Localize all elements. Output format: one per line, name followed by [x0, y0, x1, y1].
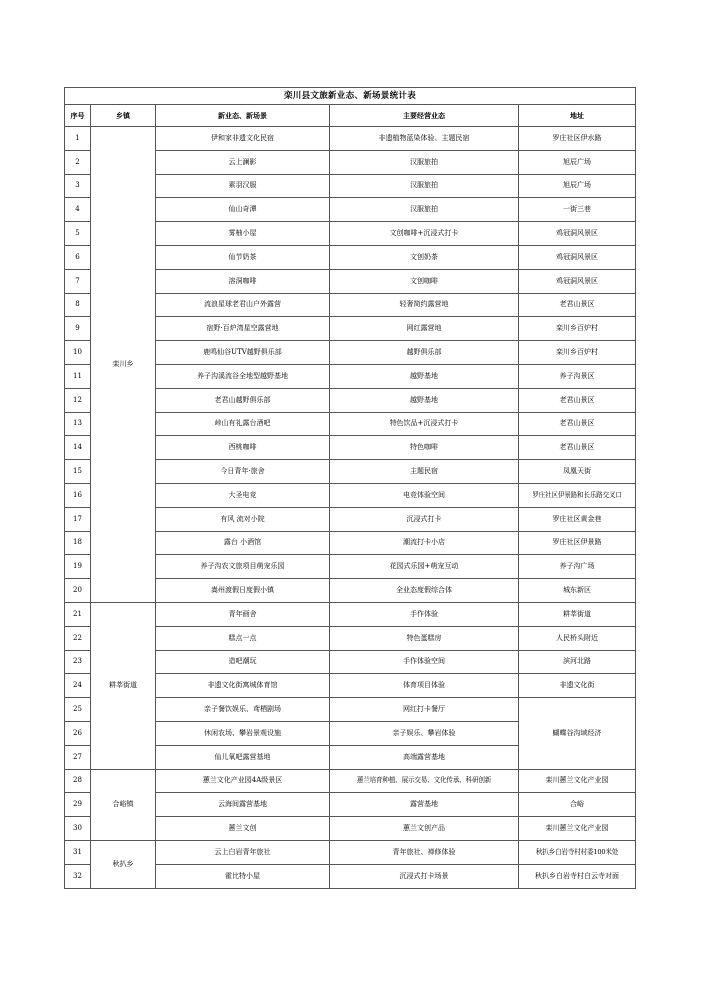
table-row [65, 602, 636, 626]
venue-cell: 蕙兰文化产业园4A级景区 [156, 769, 330, 793]
venue-cell: 宿野·百炉湾星空露营地 [156, 317, 330, 341]
venue-cell: 休闲农场、攀岩景观设施 [156, 721, 330, 745]
row-index: 9 [65, 317, 91, 341]
business-cell: 文创咖啡 [330, 269, 519, 293]
venue-cell: 霍比特小屋 [156, 864, 330, 888]
business-cell: 体育项目体验 [330, 674, 519, 698]
row-index: 8 [65, 293, 91, 317]
row-index: 32 [65, 864, 91, 888]
row-index: 20 [65, 579, 91, 603]
row-index: 11 [65, 364, 91, 388]
address-cell: 老君山景区 [519, 412, 636, 436]
business-cell: 网红露营地 [330, 317, 519, 341]
address-cell: 罗庄社区黄金巷 [519, 507, 636, 531]
header-venue: 新业态、新场景 [156, 105, 330, 127]
statistics-table-sheet [64, 87, 635, 889]
business-cell: 高端露营基地 [330, 745, 519, 769]
address-cell: 旭辰广场 [519, 150, 636, 174]
business-cell: 汉服旅拍 [330, 150, 519, 174]
business-cell: 特色饮品+沉浸式打卡 [330, 412, 519, 436]
row-index: 14 [65, 436, 91, 460]
business-cell: 手作体验空间 [330, 650, 519, 674]
address-cell: 栾川蕙兰文化产业园 [519, 769, 636, 793]
venue-cell: 有风 流对小院 [156, 507, 330, 531]
row-index: 15 [65, 460, 91, 484]
venue-cell: 仙节奶茶 [156, 245, 330, 269]
business-cell: 越野基地 [330, 364, 519, 388]
table-body [65, 127, 636, 889]
address-cell: 罗庄社区伊水路 [519, 127, 636, 151]
business-cell: 轻奢简约露营地 [330, 293, 519, 317]
address-cell: 罗庄社区伊景路和长乐路交叉口 [519, 483, 636, 507]
venue-cell: 亲子餐饮娱乐、鸢栖剧场 [156, 698, 330, 722]
address-cell: 非遗文化街 [519, 674, 636, 698]
business-cell: 主题民宿 [330, 460, 519, 484]
row-index: 2 [65, 150, 91, 174]
row-index: 19 [65, 555, 91, 579]
address-cell: 城东新区 [519, 579, 636, 603]
row-index: 29 [65, 793, 91, 817]
venue-cell: 云上澜影 [156, 150, 330, 174]
row-index: 31 [65, 840, 91, 864]
address-cell: 滨河北路 [519, 650, 636, 674]
row-index: 17 [65, 507, 91, 531]
venue-cell: 老君山越野俱乐部 [156, 388, 330, 412]
venue-cell: 鹿鸣仙谷UTV越野俱乐部 [156, 341, 330, 365]
table-row [65, 127, 636, 151]
business-cell: 沉浸式打卡场景 [330, 864, 519, 888]
address-cell: 旭辰广场 [519, 174, 636, 198]
venue-cell: 露台 小酒馆 [156, 531, 330, 555]
address-cell: 秋扒乡白岩寺村白云寺对面 [519, 864, 636, 888]
address-cell: 合峪 [519, 793, 636, 817]
business-cell: 特色蛋糕房 [330, 626, 519, 650]
row-index: 13 [65, 412, 91, 436]
address-cell: 人民桥头附近 [519, 626, 636, 650]
row-index: 7 [65, 269, 91, 293]
row-index: 6 [65, 245, 91, 269]
business-cell: 特色咖啡 [330, 436, 519, 460]
row-index: 27 [65, 745, 91, 769]
address-cell: 栾川蕙兰文化产业园 [519, 817, 636, 841]
address-cell: 养子沟景区 [519, 364, 636, 388]
business-cell: 文创咖啡+沉浸式打卡 [330, 222, 519, 246]
address-cell: 老君山景区 [519, 388, 636, 412]
venue-cell: 蕙兰文创 [156, 817, 330, 841]
row-index: 23 [65, 650, 91, 674]
row-index: 10 [65, 341, 91, 365]
address-cell: 鸡冠洞风景区 [519, 269, 636, 293]
address-cell: 鸡冠洞风景区 [519, 245, 636, 269]
venue-cell: 西桃咖啡 [156, 436, 330, 460]
row-index: 28 [65, 769, 91, 793]
business-cell: 非遗植物蓝染体验、主题民宿 [330, 127, 519, 151]
row-index: 21 [65, 602, 91, 626]
venue-cell: 云上白岩青年旅社 [156, 840, 330, 864]
business-cell: 越野基地 [330, 388, 519, 412]
venue-cell: 雾柚小屋 [156, 222, 330, 246]
venue-cell: 溶洞咖啡 [156, 269, 330, 293]
business-cell: 全业态度假综合体 [330, 579, 519, 603]
header-business: 主要经营业态 [330, 105, 519, 127]
row-index: 24 [65, 674, 91, 698]
row-index: 1 [65, 127, 91, 151]
header-township: 乡镇 [91, 105, 156, 127]
business-cell: 越野俱乐部 [330, 341, 519, 365]
address-cell: 老君山景区 [519, 436, 636, 460]
table-row [65, 840, 636, 864]
row-index: 3 [65, 174, 91, 198]
business-cell: 青年旅社、禅修体验 [330, 840, 519, 864]
address-cell: 罗庄社区伊景路 [519, 531, 636, 555]
venue-cell: 养子沟农文旅项目萌宠乐园 [156, 555, 330, 579]
venue-cell: 流浪星球老君山户外露营 [156, 293, 330, 317]
header-address: 地址 [519, 105, 636, 127]
venue-cell: 今日青年·旅舍 [156, 460, 330, 484]
venue-cell: 峠山有礼露台酒吧 [156, 412, 330, 436]
statistics-table [64, 87, 636, 889]
address-cell: 秋扒乡白岩寺村村委100米处 [519, 840, 636, 864]
row-index: 12 [65, 388, 91, 412]
business-cell: 汉服旅拍 [330, 174, 519, 198]
business-cell: 汉服旅拍 [330, 198, 519, 222]
business-cell: 文创奶茶 [330, 245, 519, 269]
business-cell: 网红打卡餐厅 [330, 698, 519, 722]
row-index: 16 [65, 483, 91, 507]
address-cell: 养子沟广场 [519, 555, 636, 579]
venue-cell: 非遗文化街寓城体育馆 [156, 674, 330, 698]
address-cell: 凤凰天街 [519, 460, 636, 484]
township-cell: 秋扒乡 [91, 840, 156, 888]
row-index: 26 [65, 721, 91, 745]
address-cell: 一街三巷 [519, 198, 636, 222]
row-index: 4 [65, 198, 91, 222]
township-cell: 栾川乡 [91, 127, 156, 603]
address-cell: 鸡冠洞风景区 [519, 222, 636, 246]
venue-cell: 青年画舍 [156, 602, 330, 626]
row-index: 25 [65, 698, 91, 722]
business-cell: 蕙兰文创产品 [330, 817, 519, 841]
venue-cell: 仙山奇潭 [156, 198, 330, 222]
header-index: 序号 [65, 105, 91, 127]
business-cell: 潮流打卡小店 [330, 531, 519, 555]
business-cell: 亲子娱乐、攀岩体验 [330, 721, 519, 745]
table-title: 栾川县文旅新业态、新场景统计表 [65, 88, 636, 105]
table-row [65, 769, 636, 793]
row-index: 22 [65, 626, 91, 650]
venue-cell: 云海间露营基地 [156, 793, 330, 817]
venue-cell: 养子沟溪流谷全地型越野基地 [156, 364, 330, 388]
venue-cell: 伊和家非遗文化民宿 [156, 127, 330, 151]
venue-cell: 素羽汉服 [156, 174, 330, 198]
address-cell: 耕莘街道 [519, 602, 636, 626]
business-cell: 沉浸式打卡 [330, 507, 519, 531]
business-cell: 手作体验 [330, 602, 519, 626]
venue-cell: 仙儿氧吧露营基地 [156, 745, 330, 769]
venue-cell: 嵩州渡假日度假小镇 [156, 579, 330, 603]
row-index: 30 [65, 817, 91, 841]
address-cell-merged: 蝴蝶谷沟域经济 [519, 698, 636, 769]
address-cell: 老君山景区 [519, 293, 636, 317]
row-index: 18 [65, 531, 91, 555]
township-cell: 合峪镇 [91, 769, 156, 840]
venue-cell: 造吧潮玩 [156, 650, 330, 674]
venue-cell: 糕点一点 [156, 626, 330, 650]
township-cell: 耕莘街道 [91, 602, 156, 769]
business-cell: 电竞体验空间 [330, 483, 519, 507]
business-cell: 蕙兰培育种植、展示交易、文化传承、科研创新 [330, 769, 519, 793]
address-cell: 栾川乡百炉村 [519, 317, 636, 341]
business-cell: 花园式乐园+萌宠互动 [330, 555, 519, 579]
venue-cell: 大圣电竞 [156, 483, 330, 507]
row-index: 5 [65, 222, 91, 246]
address-cell: 栾川乡百炉村 [519, 341, 636, 365]
business-cell: 露营基地 [330, 793, 519, 817]
